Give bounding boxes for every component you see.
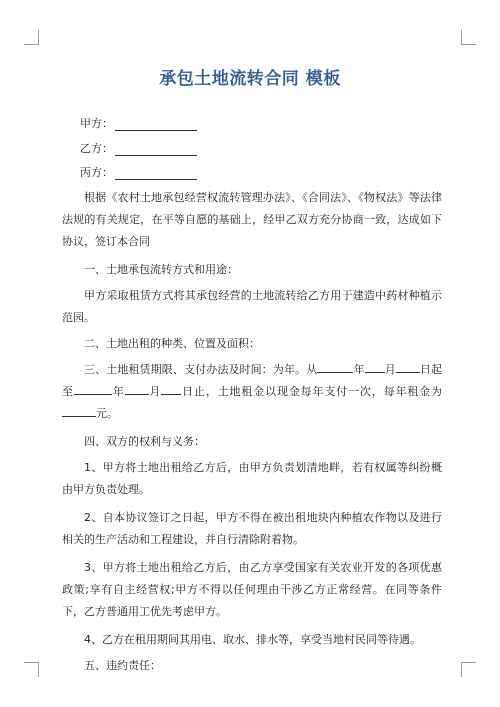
section-1-heading: 一、土地承包流转方式和用途： xyxy=(84,263,238,276)
section-4-item-2: 2、自本协议签订之日起，甲方不得在被出租地块内种植农作物以及进行相关的生产活动和工程建设，并自行清除附着物。 xyxy=(62,511,442,546)
party-c-label: 丙方： xyxy=(80,166,113,179)
crop-mark-bottom-right xyxy=(461,662,476,677)
section-4-heading: 四、双方的权利与义务： xyxy=(84,435,205,448)
s3-blank-start-month xyxy=(365,361,385,373)
s3-part-g: 日止，土地租金以现金每年支付一次，每年租金为 xyxy=(181,385,443,398)
s3-blank-start-year xyxy=(317,361,353,373)
s3-part-b: 年 xyxy=(353,363,365,376)
party-b xyxy=(80,142,197,156)
s3-part-e: 年 xyxy=(111,385,125,398)
crop-mark-top-right xyxy=(461,30,476,45)
crop-mark-bottom-left xyxy=(24,662,39,677)
crop-mark-top-left xyxy=(24,30,39,45)
section-4-item-4: 4、乙方在租用期间其用电、取水、排水等，享受当地村民同等待遇。 xyxy=(84,633,421,646)
s3-blank-start-day xyxy=(396,361,420,373)
s3-part-h: 元。 xyxy=(96,407,118,420)
party-a-blank xyxy=(115,119,197,131)
document-title: 承包土地流转合同 模板 xyxy=(159,69,341,89)
s3-blank-end-month xyxy=(125,383,149,395)
party-a-label: 甲方： xyxy=(80,117,113,130)
contract-body xyxy=(62,187,442,681)
section-1-text: 甲方采取租赁方式将其承包经营的土地流转给乙方用于建造中药材种植示范园。 xyxy=(62,289,442,324)
party-b-blank xyxy=(115,144,197,156)
intro-paragraph: 根据《农村土地承包经营权流转管理办法》、《合同法》、《物权法》等法律法规的有关规定，在平等自愿的基础上，经甲乙双方充分协商一致，达成如下协议，签订本合同 xyxy=(62,191,442,248)
s3-part-c: 月 xyxy=(384,363,396,376)
s3-part-d: 日起至 xyxy=(62,363,443,398)
section-3-paragraph xyxy=(62,359,442,425)
party-a xyxy=(80,117,197,131)
s3-blank-end-day xyxy=(161,383,181,395)
section-2-heading: 二、土地出租的种类、位置及面积： xyxy=(84,337,260,350)
party-c xyxy=(80,166,197,180)
party-c-blank xyxy=(115,168,197,180)
party-b-label: 乙方： xyxy=(80,142,113,155)
s3-part-a: 三、土地租赁期限、支付办法及时间：为年。从 xyxy=(84,363,318,376)
section-4-item-1: 1、甲方将土地出租给乙方后，由甲方负责划清地畔，若有权属等纠纷概由甲方负责处理。 xyxy=(62,461,442,496)
s3-blank-end-year-b xyxy=(90,383,112,395)
s3-blank-end-year-a xyxy=(74,383,90,395)
section-4-item-3: 3、甲方将土地出租给乙方后，由乙方享受国家有关农业开发的各项优惠政策;享有自主经营权;甲方不得以任何理由干涉乙方正常经营。在同等条件下，乙方普通用工优先考虑甲方。 xyxy=(62,561,442,618)
section-5-heading: 五、违约责任： xyxy=(84,659,161,672)
s3-part-f: 月 xyxy=(148,385,162,398)
s3-blank-rent xyxy=(62,405,96,417)
